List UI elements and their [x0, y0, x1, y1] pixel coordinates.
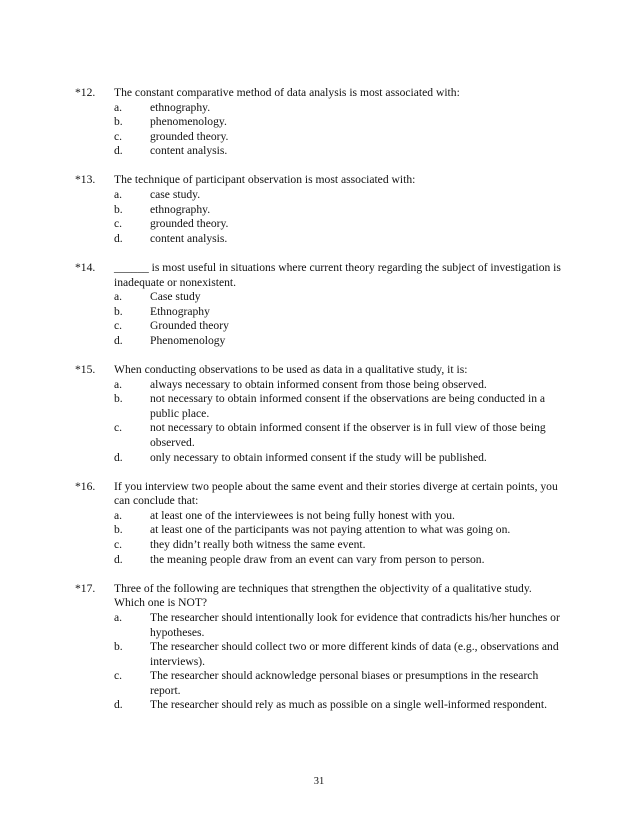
- answer-option: [75, 334, 565, 349]
- answer-option: [75, 421, 565, 450]
- option-letter: c.: [114, 217, 123, 231]
- option-letter: d.: [114, 144, 123, 158]
- page-number: 31: [313, 776, 325, 787]
- question-number: *17.: [75, 581, 96, 595]
- answer-option: [75, 188, 565, 203]
- option-text: The researcher should collect two or more different kinds of data (e.g., observations and interviews).: [150, 640, 559, 668]
- answer-option: [75, 232, 565, 247]
- question-text: When conducting observations to be used as data in a qualitative study, it is:: [114, 363, 468, 376]
- option-letter: b.: [114, 392, 123, 406]
- option-letter: b.: [114, 640, 123, 654]
- answer-option: [75, 669, 565, 698]
- answer-option: [75, 509, 565, 524]
- answer-option: [75, 101, 565, 116]
- option-text: at least one of the interviewees is not being fully honest with you.: [150, 508, 455, 522]
- option-text: The researcher should intentionally look for evidence that contradicts his/her hunches or hypotheses.: [150, 610, 560, 639]
- question-text: If you interview two people about the same event and their stories diverge at certain points, you can conclude that:: [114, 479, 558, 508]
- option-letter: a.: [114, 290, 123, 304]
- page-body: [75, 86, 565, 728]
- answer-option: [75, 392, 565, 421]
- question-number: *16.: [75, 479, 96, 493]
- option-letter: c.: [114, 129, 123, 143]
- option-letter: a.: [114, 377, 123, 391]
- answer-option: [75, 203, 565, 218]
- option-text: case study.: [150, 188, 201, 202]
- option-letter: b.: [114, 523, 123, 537]
- option-text: phenomenology.: [150, 115, 227, 129]
- question-text: The constant comparative method of data analysis is most associated with:: [114, 86, 460, 99]
- option-text: grounded theory.: [150, 217, 229, 231]
- option-text: grounded theory.: [150, 129, 229, 143]
- option-text: always necessary to obtain informed consent from those being observed.: [150, 377, 487, 391]
- option-letter: a.: [114, 508, 123, 522]
- option-letter: c.: [114, 669, 123, 683]
- answer-option: [75, 523, 565, 538]
- option-letter: b.: [114, 304, 123, 318]
- option-letter: d.: [114, 450, 123, 464]
- option-text: Case study: [150, 290, 201, 304]
- option-text: The researcher should rely as much as possible on a single well-informed respondent.: [150, 698, 547, 712]
- option-letter: a.: [114, 188, 123, 202]
- answer-option: [75, 640, 565, 669]
- question-number: *13.: [75, 173, 96, 187]
- answer-option: [75, 611, 565, 640]
- answer-option: [75, 130, 565, 145]
- option-text: not necessary to obtain informed consent if the observations are being conducted in a public place.: [150, 392, 546, 420]
- option-letter: b.: [114, 202, 123, 216]
- option-letter: d.: [114, 552, 123, 566]
- answer-option: [75, 698, 565, 713]
- option-text: at least one of the participants was not paying attention to what was going on.: [150, 523, 511, 537]
- option-letter: d.: [114, 333, 123, 347]
- option-letter: c.: [114, 319, 123, 333]
- question: [75, 582, 565, 713]
- question-stem: [75, 363, 565, 378]
- question-stem: [75, 173, 565, 188]
- answer-option: [75, 451, 565, 466]
- question-stem: [75, 261, 565, 290]
- option-text: Grounded theory: [150, 319, 229, 333]
- answer-option: [75, 290, 565, 305]
- option-letter: a.: [114, 610, 123, 624]
- option-letter: d.: [114, 231, 123, 245]
- answer-option: [75, 144, 565, 159]
- option-letter: d.: [114, 698, 123, 712]
- option-text: The researcher should acknowledge personal biases or presumptions in the research report.: [150, 669, 539, 697]
- answer-option: [75, 217, 565, 232]
- answer-option: [75, 319, 565, 334]
- question: [75, 261, 565, 349]
- option-letter: c.: [114, 538, 123, 552]
- option-text: the meaning people draw from an event can vary from person to person.: [150, 552, 485, 566]
- option-text: ethnography.: [150, 202, 211, 216]
- answer-option: [75, 115, 565, 130]
- option-text: they didn’t really both witness the same event.: [150, 538, 366, 552]
- question-number: *14.: [75, 260, 96, 274]
- option-letter: a.: [114, 100, 123, 114]
- option-letter: b.: [114, 115, 123, 129]
- option-text: ethnography.: [150, 100, 211, 114]
- answer-option: [75, 553, 565, 568]
- question-text: Three of the following are techniques that strengthen the objectivity of a qualitative study. Which one is NOT?: [114, 581, 532, 610]
- question-text: ______ is most useful in situations where current theory regarding the subject of investigation is inadequate or nonexistent.: [114, 260, 561, 289]
- question: [75, 86, 565, 159]
- option-text: content analysis.: [150, 231, 228, 245]
- question: [75, 173, 565, 246]
- question: [75, 480, 565, 568]
- question-number: *15.: [75, 363, 96, 376]
- question: [75, 363, 565, 465]
- question-number: *12.: [75, 86, 96, 99]
- option-text: Phenomenology: [150, 333, 226, 347]
- option-text: only necessary to obtain informed consent if the study will be published.: [150, 450, 487, 464]
- option-text: content analysis.: [150, 144, 228, 158]
- question-stem: [75, 480, 565, 509]
- question-stem: [75, 86, 565, 101]
- option-text: Ethnography: [150, 304, 210, 318]
- question-text: The technique of participant observation is most associated with:: [114, 173, 416, 187]
- question-stem: [75, 582, 565, 611]
- option-text: not necessary to obtain informed consent if the observer is in full view of those being observed.: [150, 421, 546, 449]
- option-letter: c.: [114, 421, 123, 435]
- answer-option: [75, 538, 565, 553]
- answer-option: [75, 305, 565, 320]
- answer-option: [75, 378, 565, 393]
